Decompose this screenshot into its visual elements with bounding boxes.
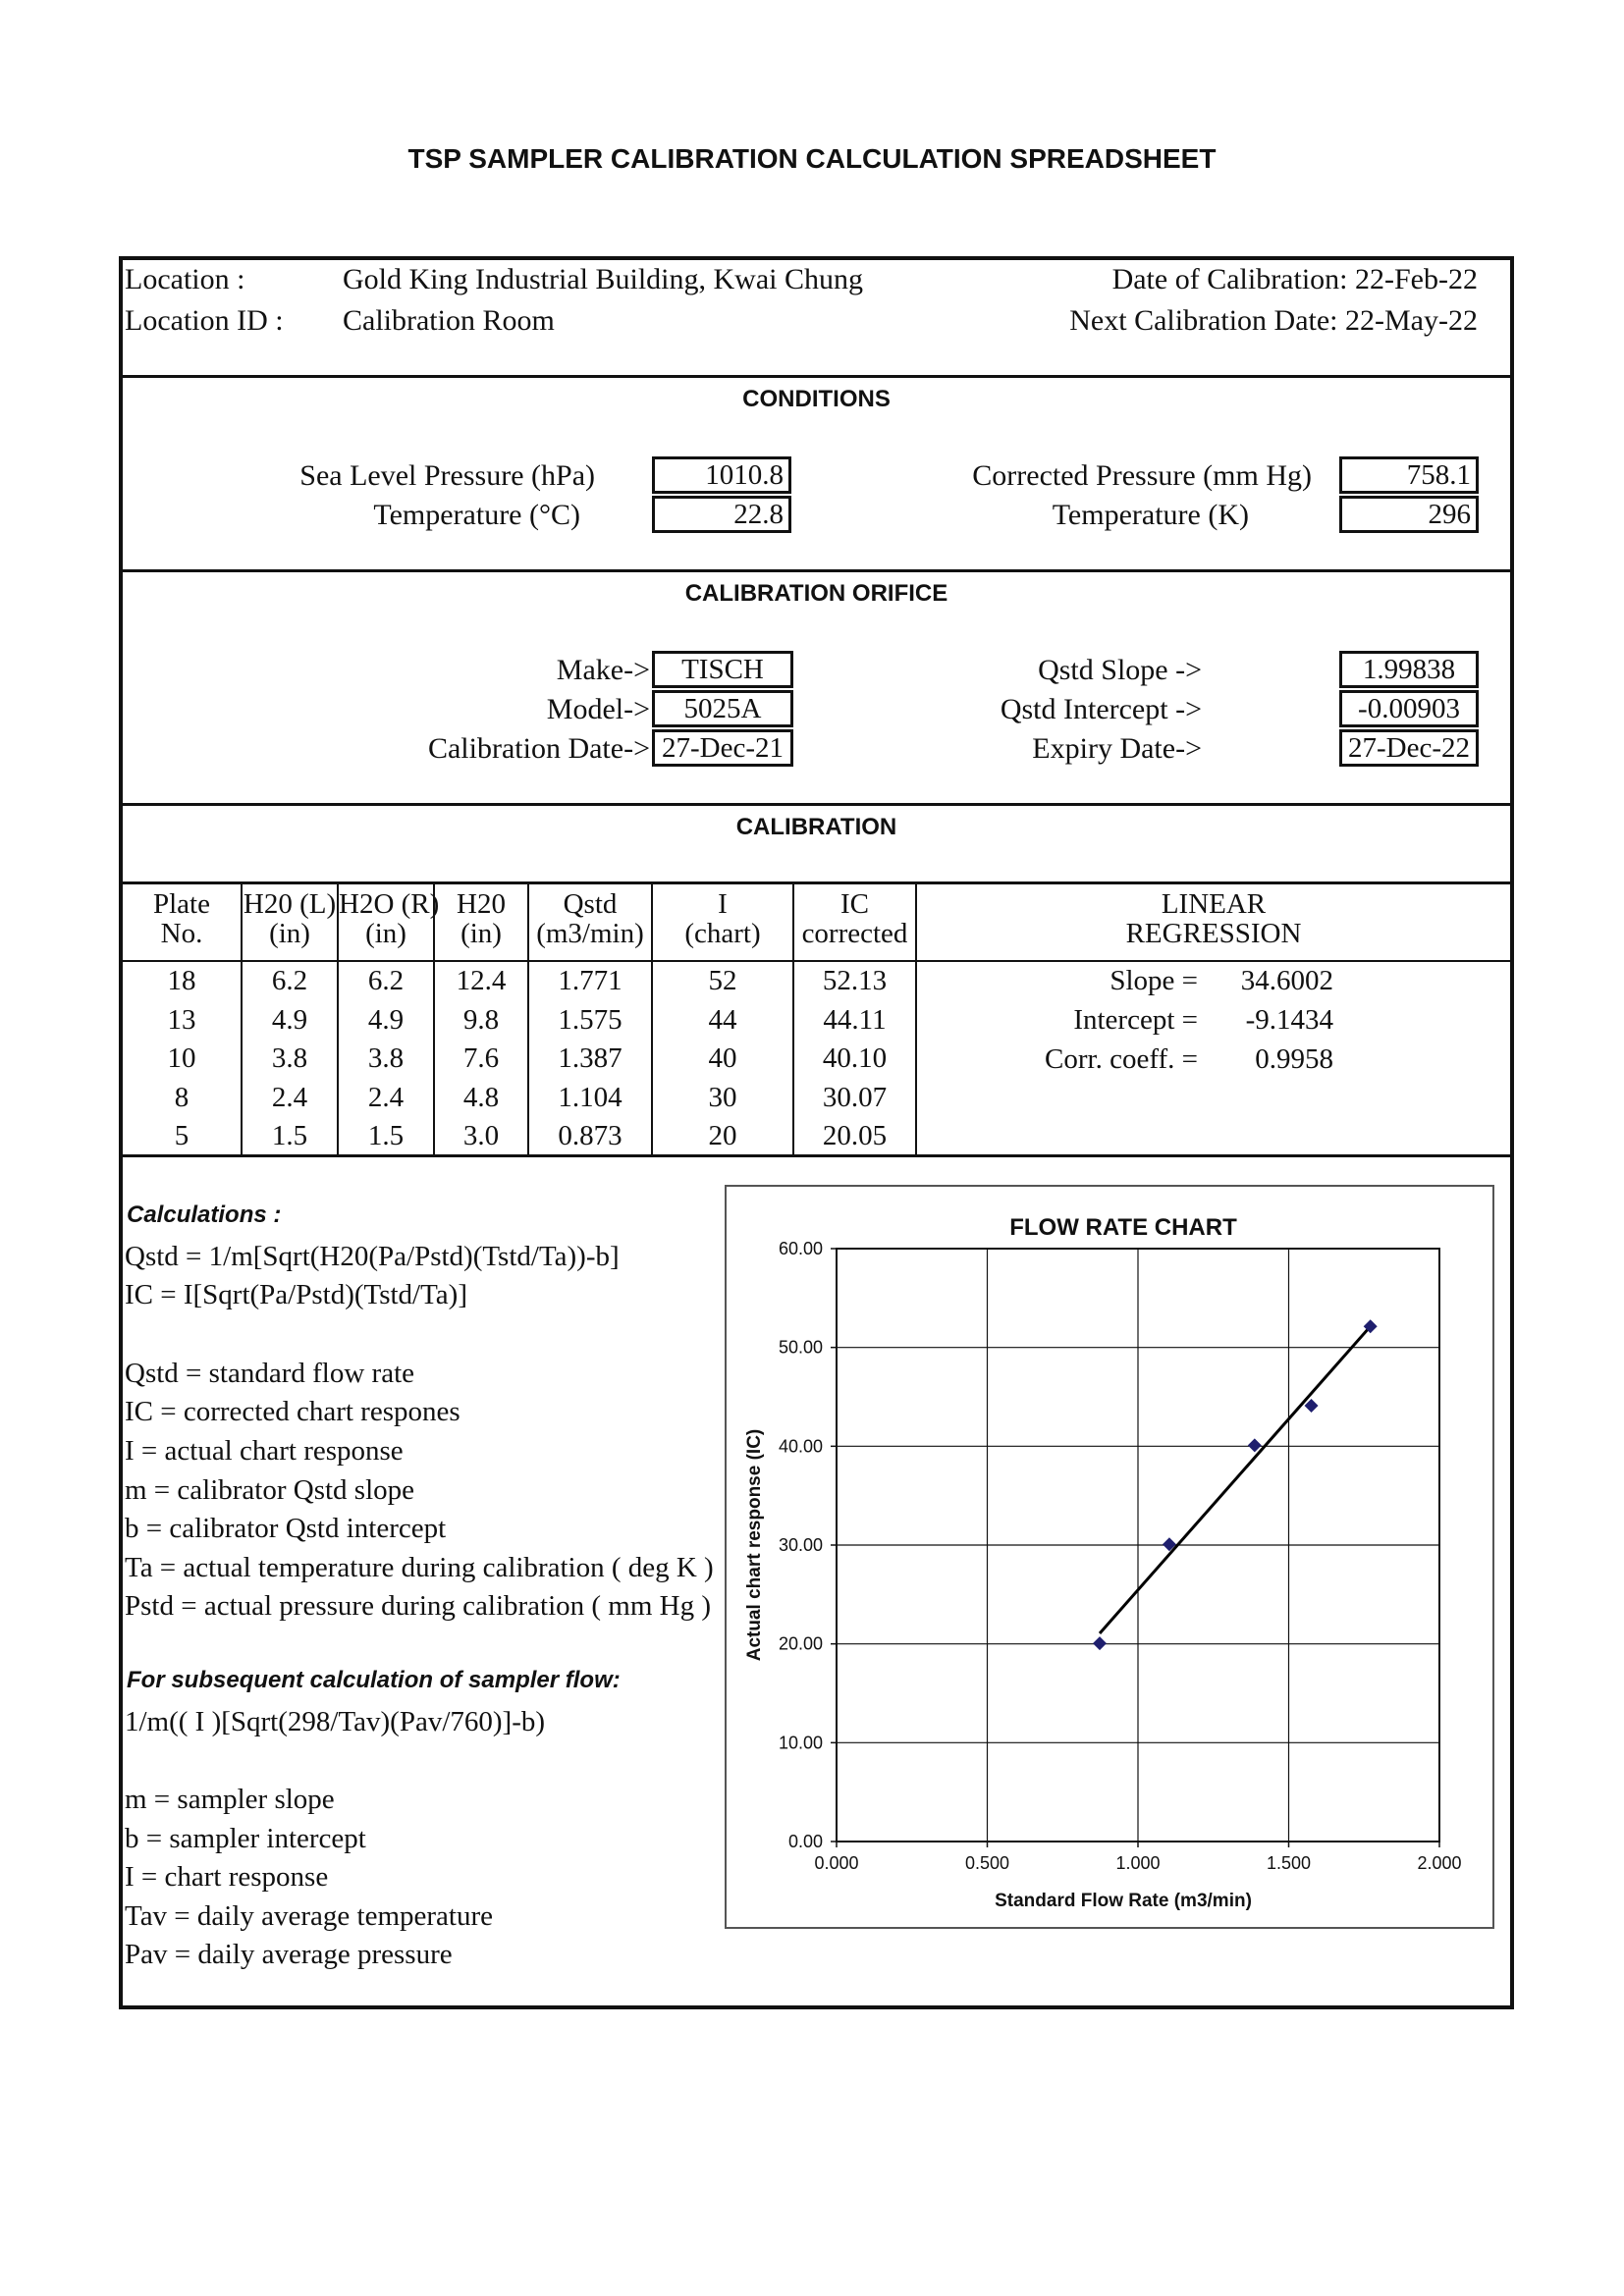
date-of-calibration: Date of Calibration: 22-Feb-22	[1111, 263, 1478, 295]
expiry-date-field: 27-Dec-22	[1339, 729, 1479, 767]
calc-definition-line: I = actual chart response	[125, 1435, 404, 1467]
x-tick-label: 1.500	[1266, 1853, 1312, 1873]
cell-ic: 20.05	[822, 1120, 888, 1151]
sampler-definition-line: m = sampler slope	[125, 1784, 335, 1815]
cell-h20: 9.8	[462, 1003, 500, 1036]
temperature-k-field: 296	[1339, 496, 1479, 533]
sampler-flow-formula: 1/m(( I )[Sqrt(298/Tav)(Pav/760)]-b)	[125, 1706, 546, 1737]
make-field: TISCH	[652, 651, 793, 688]
subsequent-heading: For subsequent calculation of sampler flow:	[127, 1667, 621, 1693]
calc-definition-line: Pstd = actual pressure during calibration ( mm Hg )	[125, 1590, 712, 1622]
y-tick-label: 50.00	[778, 1337, 823, 1358]
regression-intercept-label: Intercept =	[1073, 1004, 1198, 1036]
cell-plate: 10	[167, 1042, 196, 1074]
y-tick-label: 20.00	[778, 1633, 823, 1654]
model-label: Model->	[546, 693, 650, 725]
y-tick-label: 60.00	[778, 1239, 823, 1258]
cell-i: 30	[708, 1081, 737, 1113]
calibration-date-field: 27-Dec-21	[652, 729, 793, 767]
chart-marks	[1093, 1319, 1378, 1650]
divider-orifice	[119, 803, 1514, 806]
chart-ticks	[779, 1239, 1462, 1873]
divider-header	[119, 375, 1514, 378]
calc-definition-line: IC = corrected chart respones	[125, 1396, 460, 1427]
next-calibration-date: Next Calibration Date: 22-May-22	[1069, 304, 1478, 337]
location-value: Gold King Industrial Building, Kwai Chung	[343, 263, 863, 295]
calc-definition-line: Ta = actual temperature during calibration ( deg K )	[125, 1552, 714, 1583]
x-tick-label: 0.500	[964, 1853, 1010, 1873]
col-header-ic: IC corrected	[801, 888, 908, 949]
location-label: Location :	[125, 263, 245, 295]
cell-qstd: 1.575	[558, 1003, 623, 1036]
location-id-label: Location ID :	[125, 304, 284, 337]
cell-ic: 40.10	[822, 1042, 888, 1074]
cell-h2o-right: 6.2	[367, 965, 405, 996]
cell-qstd: 0.873	[558, 1120, 623, 1151]
qstd-intercept-label: Qstd Intercept ->	[1000, 693, 1202, 725]
orifice-heading: CALIBRATION ORIFICE	[684, 580, 948, 607]
chart-title: FLOW RATE CHART	[1009, 1214, 1237, 1241]
col-header-qstd: Qstd (m3/min)	[536, 888, 644, 949]
x-tick-label: 2.000	[1417, 1853, 1462, 1873]
cell-h20-left: 4.9	[271, 1003, 308, 1036]
calc-definition-line: b = calibrator Qstd intercept	[125, 1513, 447, 1544]
page-title: TSP SAMPLER CALIBRATION CALCULATION SPREADSHEET	[407, 143, 1217, 174]
cell-h2o-right: 4.9	[367, 1003, 405, 1036]
cell-h2o-right: 2.4	[367, 1081, 405, 1113]
cell-h20: 4.8	[462, 1081, 500, 1113]
col-header-regression: LINEAR REGRESSION	[1125, 888, 1302, 949]
cell-h20: 7.6	[462, 1042, 500, 1074]
regression-intercept-value: -9.1434	[1245, 1004, 1333, 1036]
cell-h2o-right: 1.5	[367, 1120, 405, 1151]
flow-rate-chart	[725, 1185, 1494, 1929]
expiry-date-label: Expiry Date->	[1032, 732, 1202, 765]
regression-corr-value: 0.9958	[1255, 1043, 1333, 1075]
x-tick-label: 1.000	[1115, 1853, 1161, 1873]
divider-table-header	[119, 960, 1514, 962]
location-id-value: Calibration Room	[343, 304, 555, 337]
sampler-definition-line: Tav = daily average temperature	[125, 1900, 494, 1932]
qstd-slope-label: Qstd Slope ->	[1038, 654, 1202, 686]
cell-h20: 3.0	[462, 1120, 500, 1151]
conditions-heading: CONDITIONS	[742, 386, 891, 412]
cell-qstd: 1.104	[558, 1081, 623, 1113]
cell-i: 20	[708, 1120, 737, 1151]
qstd-intercept-field: -0.00903	[1339, 690, 1479, 727]
divider-conditions	[119, 569, 1514, 572]
y-tick-label: 0.00	[787, 1832, 823, 1851]
y-tick-label: 10.00	[778, 1733, 823, 1753]
cell-plate: 8	[174, 1081, 189, 1113]
temperature-k-label: Temperature (K)	[1052, 499, 1249, 531]
cell-ic: 52.13	[822, 965, 888, 996]
cell-ic: 30.07	[822, 1081, 888, 1113]
corrected-pressure-label: Corrected Pressure (mm Hg)	[972, 459, 1312, 492]
regression-corr-label: Corr. coeff. =	[1045, 1043, 1198, 1075]
y-tick-label: 30.00	[778, 1535, 823, 1555]
calculations-heading: Calculations :	[127, 1201, 282, 1228]
calc-formula-line: Qstd = 1/m[Sqrt(H20(Pa/Pstd)(Tstd/Ta))-b]	[125, 1241, 620, 1272]
regression-slope-label: Slope =	[1110, 965, 1198, 996]
cell-h2o-right: 3.8	[367, 1042, 405, 1074]
x-tick-label: 0.000	[814, 1853, 859, 1873]
trendline	[1100, 1326, 1371, 1633]
calibration-date-label: Calibration Date->	[427, 732, 650, 765]
cell-i: 52	[708, 965, 737, 996]
cell-h20: 12.4	[456, 965, 507, 996]
cell-i: 40	[708, 1042, 737, 1074]
divider-table-bottom	[119, 1154, 1514, 1157]
sea-level-pressure-field: 1010.8	[652, 456, 791, 494]
regression-slope-value: 34.6002	[1240, 965, 1333, 996]
calc-formula-line: IC = I[Sqrt(Pa/Pstd)(Tstd/Ta)]	[125, 1279, 467, 1310]
model-field: 5025A	[652, 690, 793, 727]
sampler-definition-line: b = sampler intercept	[125, 1823, 366, 1854]
col-header-i: I (chart)	[684, 888, 761, 949]
cell-qstd: 1.387	[558, 1042, 623, 1074]
cell-plate: 18	[167, 965, 196, 996]
col-header-h2o-right: H2O (R) (in)	[339, 888, 440, 949]
cell-h20-left: 6.2	[271, 965, 308, 996]
sea-level-pressure-label: Sea Level Pressure (hPa)	[299, 459, 595, 492]
chart-grid	[837, 1249, 1439, 1842]
cell-plate: 13	[167, 1003, 196, 1036]
sampler-definition-line: Pav = daily average pressure	[125, 1939, 453, 1970]
divider-calibration-heading	[119, 881, 1514, 884]
temperature-c-field: 22.8	[652, 496, 791, 533]
x-axis-label: Standard Flow Rate (m3/min)	[995, 1891, 1252, 1911]
sampler-definition-line: I = chart response	[125, 1861, 329, 1893]
cell-h20-left: 1.5	[271, 1120, 308, 1151]
col-header-h20: H20 (in)	[457, 888, 506, 949]
make-label: Make->	[556, 654, 650, 686]
cell-ic: 44.11	[823, 1003, 887, 1036]
temperature-c-label: Temperature (°C)	[373, 499, 580, 531]
qstd-slope-field: 1.99838	[1339, 651, 1479, 688]
cell-h20-left: 3.8	[271, 1042, 308, 1074]
calc-definition-line: m = calibrator Qstd slope	[125, 1474, 415, 1506]
col-header-plate: Plate No.	[153, 888, 210, 949]
corrected-pressure-field: 758.1	[1339, 456, 1479, 494]
cell-qstd: 1.771	[558, 965, 623, 996]
col-header-h20-left: H20 (L) (in)	[243, 888, 337, 949]
data-point	[1093, 1636, 1107, 1650]
y-tick-label: 40.00	[778, 1436, 823, 1457]
calc-definition-line: Qstd = standard flow rate	[125, 1358, 414, 1389]
calibration-heading: CALIBRATION	[735, 814, 897, 840]
y-axis-label: Actual chart response (IC)	[744, 1428, 765, 1662]
cell-h20-left: 2.4	[271, 1081, 308, 1113]
cell-i: 44	[708, 1003, 737, 1036]
cell-plate: 5	[174, 1120, 189, 1151]
